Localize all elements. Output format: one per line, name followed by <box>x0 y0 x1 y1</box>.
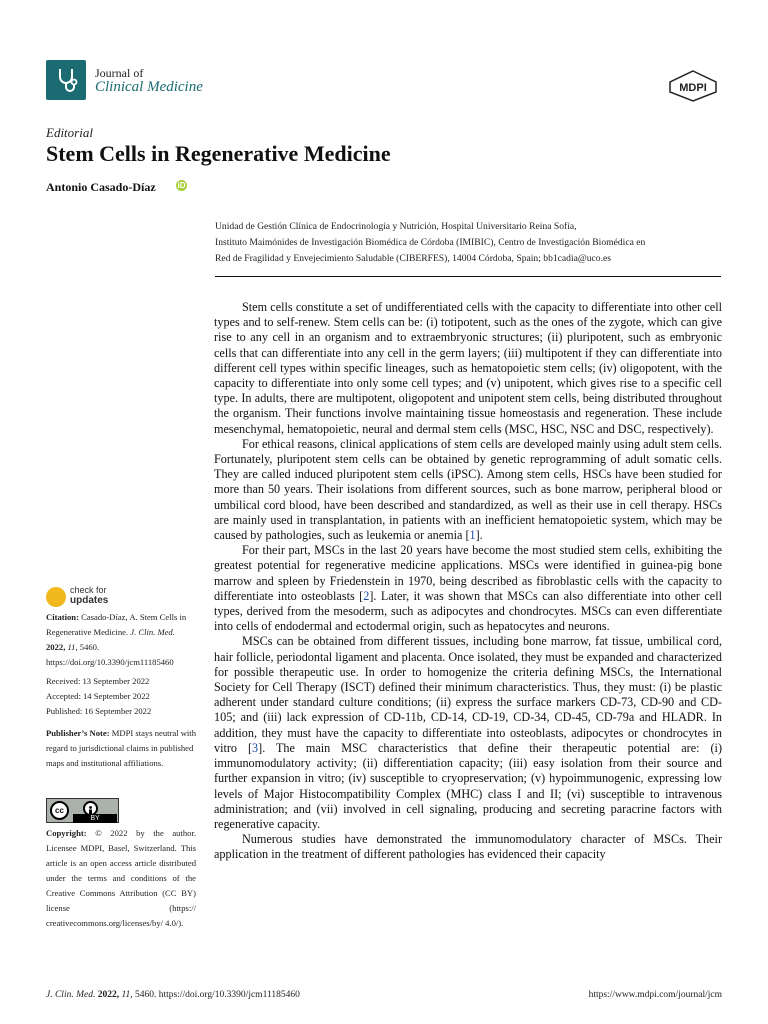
paragraph-text: MSCs can be obtained from different tissues, including bone marrow, fat tissue, umbilical cord, hair follicle, periodontal ligament and placenta. Once isolated, they must be expanded and characterized for possible therapeutic use. In order to homogenize the criteria defining MSCs, the International Society for Cell Therapy (ISCT) defined their minimum characteristics. Thus, they must: (i) be plastic adherent under standard culture conditions; (ii) express the surface markers CD-73, CD-90 and CD-105; and (iii) lack expression of CD-11b, CD-14, CD-19, CD-34, CD-45, CD-79a and HLADR. In addition, they must have the capacity to differentiate into osteoblasts, adipocytes or chondrocytes in vitro [ <box>214 634 722 755</box>
journal-of-label: Journal of <box>95 66 144 80</box>
author-name[interactable]: Antonio Casado-Díaz <box>46 180 156 194</box>
copyright-block <box>46 826 196 931</box>
footer-journal-url[interactable]: https://www.mdpi.com/journal/jcm <box>588 990 722 1000</box>
paragraph-text: ]. The main MSC characteristics that define their therapeutic potential are: (i) immunomodulatory activity; (ii) differentiation capacity; (iii) easy isolation from their source and further expansion in vitro; (iv) susceptible to cryopreservation; (v) hypoimmunogenic, expressing low levels of Major Histocompatibility Complex (MHC) class I and II; (vi) susceptible to intravenous administration; and (vii) involved in cell signaling, producing and secreting paracrine factors with regenerative capacity. <box>214 740 723 831</box>
copyright-text: © 2022 by the author. Licensee MDPI, Basel, Switzerland. This article is an open access article distributed under the terms and conditions of the Creative Commons Attribution (CC BY) license (https:// creativecommons.org/licenses/by/ 4.0/). <box>46 828 196 928</box>
affiliation <box>215 219 715 267</box>
mdpi-logo-text: MDPI <box>679 82 707 94</box>
affiliation-line: Instituto Maimónides de Investigación Biomédica de Córdoba (IMIBIC), Centro de Investigación Biomédica en <box>215 237 646 248</box>
cc-by-label: BY <box>73 814 117 823</box>
article-title: Stem Cells in Regenerative Medicine <box>46 141 391 166</box>
copyright-label: Copyright: <box>46 828 87 838</box>
paragraph-text: For their part, MSCs in the last 20 years have become the most studied stem cells, exhibiting the greatest potential for regenerative medicine applications. MSCs were identified in guinea-pig bone marrow and spleen by Friedenstein in 1970, being described as fibroblastic cells with the capacity to differentiate into osteoblasts [ <box>214 543 722 603</box>
journal-name: Clinical Medicine <box>95 79 203 95</box>
body-paragraph: Numerous studies have demonstrated the immunomodulatory character of MSCs. Their application in the treatment of different pathologies has evidenced their capacity <box>214 832 722 862</box>
footer-citation <box>46 990 300 1000</box>
paragraph-text: ]. Later, it was shown that MSCs can also differentiate into other cell types, derived from the mesoderm, such as adipocytes and chondrocytes. MSCs can even differentiate into cells of endodermal and ectodermal origin, such as hepatocytes and neurons. <box>214 588 722 634</box>
published-date: Published: 16 September 2022 <box>46 706 152 716</box>
body-paragraph <box>214 543 722 634</box>
footer-doi[interactable]: 5460. https://doi.org/10.3390/jcm11185460 <box>135 990 300 1000</box>
received-date: Received: 13 September 2022 <box>46 676 150 686</box>
reference-link[interactable]: 1 <box>469 528 476 543</box>
paragraph-text: For ethical reasons, clinical applications of stem cells are developed mainly using adult stem cells. Fortunately, pluripotent stem cells can be obtained by genetic reprogramming of adult somatic cells. They are called induced pluripotent stem cells (iPSC). Among stem cells, HSCs have been studied for more than 50 years. Their isolations from different sources, such as bone marrow, peripheral blood or umbilical cord blood, have been described and standardized, as well as their use in cell therapy. HSCs are mainly used in transplantation, in patients with an inefficient hematopoietic system, which may be caused by pathologies, such as leukemia or anemia [ <box>214 436 722 543</box>
orcid-icon[interactable]: iD <box>177 181 186 190</box>
publisher-note <box>46 726 196 771</box>
citation-text: Casado-Díaz, A. Stem Cells in Regenerative Medicine. <box>46 612 187 637</box>
reference-link[interactable]: 3 <box>252 740 259 755</box>
body-paragraph <box>214 437 722 543</box>
check-updates-label: check for <box>70 585 107 595</box>
citation-journal: J. Clin. Med. <box>130 627 175 637</box>
body-paragraph <box>214 634 722 832</box>
citation-volume: 11, <box>67 642 78 652</box>
footer-journal: J. Clin. Med. <box>46 990 96 1000</box>
citation-block <box>46 610 196 670</box>
reference-link[interactable]: 2 <box>363 588 370 603</box>
article-body <box>214 300 722 863</box>
dates-block <box>46 674 196 719</box>
footer-volume: 11, <box>121 990 133 1000</box>
citation-label: Citation: <box>46 612 79 622</box>
body-paragraph: Stem cells constitute a set of undifferentiated cells with the capacity to differentiate into other cell types and to self-renew. Stem cells can be: (i) totipotent, such as the ones of the zygote, which can give rise to any cell in an organism and to extraembryonic structures; (ii) pluripotent, such as embryonic cells that can differentiate into any cell in the germ layers; (iii) multipotent if they can differentiate into different cell types within specific lineages, such as hematopoietic stem cells; (iv) oligopotent, with the capacity to differentiate into only some cell types; and (v) unipotent, which gives rise to a specific cell type. In adults, there are multipotent, oligopotent and unipotent stem cells, being distributed throughout the organism. Their functions involve maintaining tissue homeostasis and regeneration. These include mesenchymal, hematopoietic, neural and dermal stem cells (MSC, HSC, NSC and DSC, respectively). <box>214 300 722 436</box>
publisher-note-text: MDPI stays neutral with regard to jurisdictional claims in published maps and institutional affiliations. <box>46 728 196 768</box>
check-updates-label-bold: updates <box>70 595 109 606</box>
cc-by-license-badge[interactable] <box>46 798 119 823</box>
publisher-note-label: Publisher’s Note: <box>46 728 110 738</box>
affiliation-line: Unidad de Gestión Clínica de Endocrinología y Nutrición, Hospital Universitario Reina Sofía, <box>215 221 577 232</box>
article-type: Editorial <box>46 125 93 140</box>
journal-logo-stethoscope-icon <box>46 60 86 100</box>
affiliation-line: Red de Fragilidad y Envejecimiento Saludable (CIBERFES), 14004 Córdoba, Spain; bb1cadia@uco.es <box>215 253 611 264</box>
divider <box>215 276 721 277</box>
accepted-date: Accepted: 14 September 2022 <box>46 691 150 701</box>
creative-commons-icon: cc <box>50 801 69 820</box>
footer-year: 2022, <box>97 990 120 1000</box>
paragraph-text: ]. <box>475 528 483 543</box>
mdpi-logo <box>668 70 718 107</box>
citation-year: 2022, <box>46 642 66 652</box>
citation-doi[interactable]: 5460. https://doi.org/10.3390/jcm11185460 <box>46 642 174 667</box>
check-updates-icon <box>46 587 66 607</box>
